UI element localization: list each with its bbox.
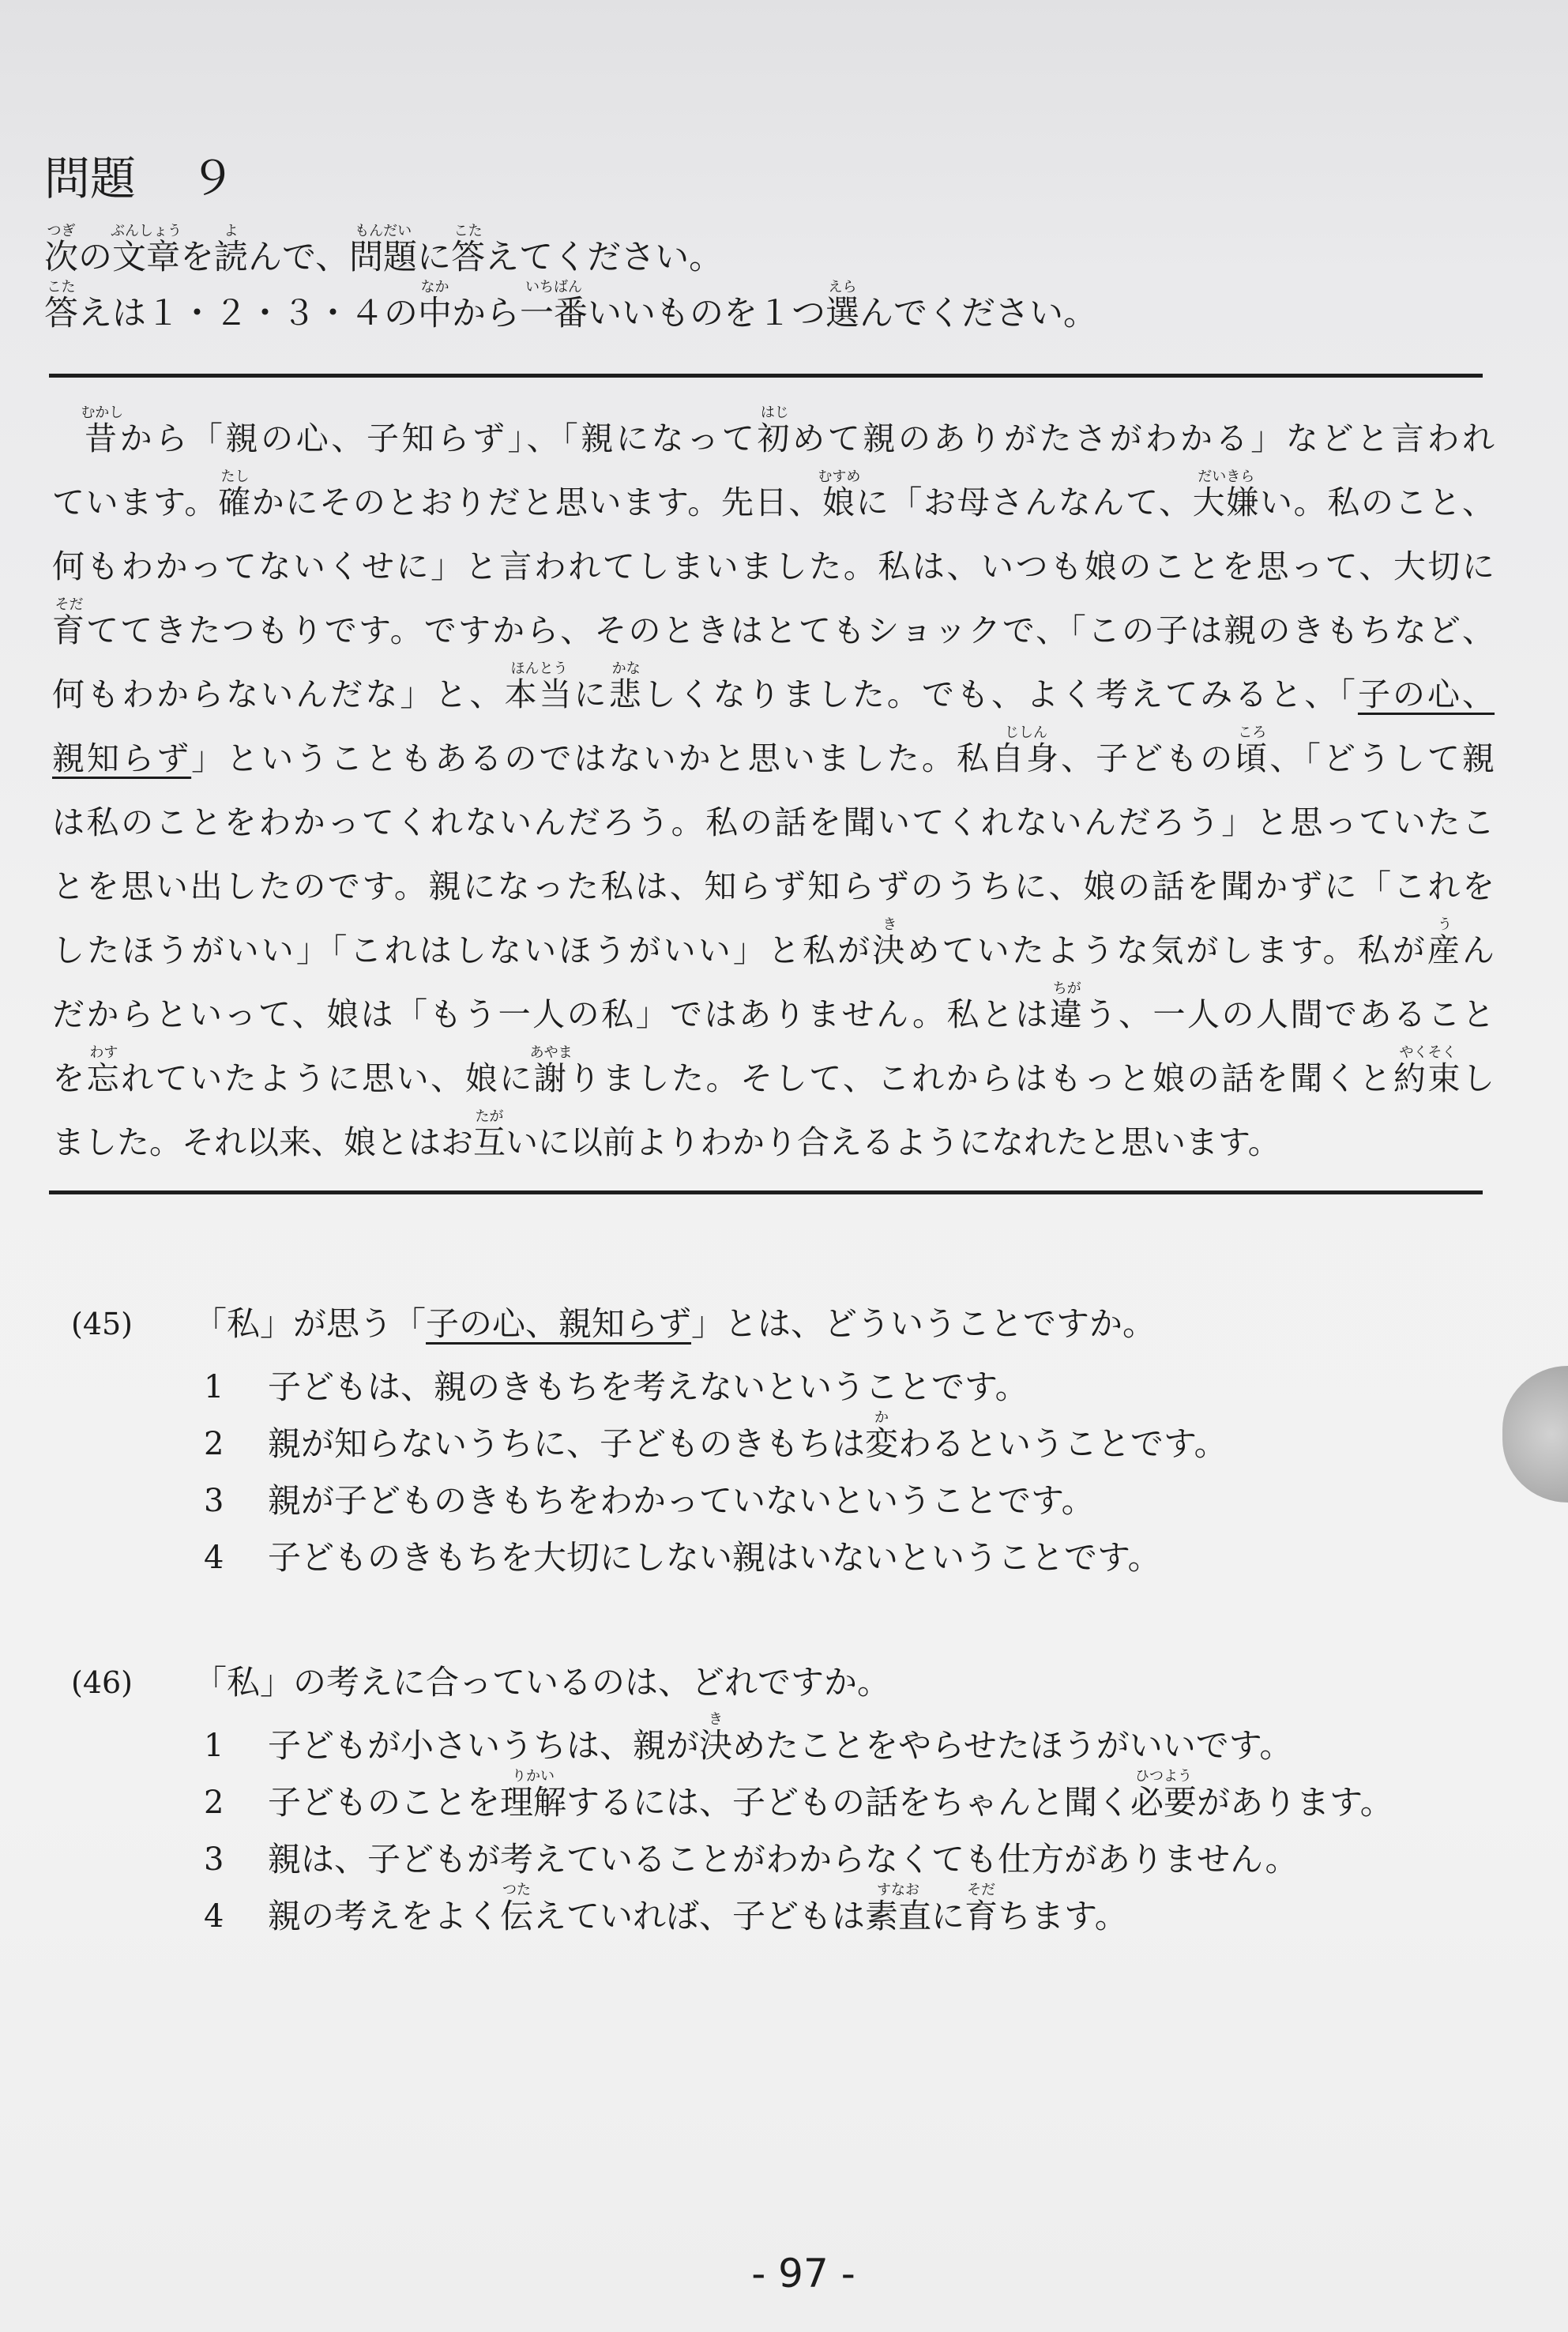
text-run: から (452, 294, 520, 333)
furigana-reading: むかし (81, 404, 124, 421)
furigana-reading: すなお (877, 1882, 920, 1898)
question-stem (194, 1296, 1156, 1352)
furigana-reading: こた (453, 223, 483, 239)
furigana-base: 本当 (504, 675, 574, 713)
furigana-word (865, 1882, 932, 1935)
passage-line (52, 596, 1495, 663)
text-run: に「お母さんなんて、 (855, 483, 1193, 521)
passage-line (52, 404, 1495, 471)
furigana-word (1192, 468, 1260, 521)
text-run: を (52, 1059, 87, 1097)
furigana-base: 次 (44, 238, 78, 277)
furigana-word (520, 279, 588, 333)
furigana-word (451, 223, 486, 277)
text-run: んでください。 (859, 294, 1097, 333)
furigana-base: 問題 (349, 238, 418, 277)
passage-line (52, 855, 1495, 919)
furigana-reading: そだ (55, 596, 84, 613)
text-run: に (417, 238, 452, 277)
instructions (44, 223, 1482, 342)
option-text (268, 1882, 1128, 1945)
question-number: (46) (71, 1665, 133, 1700)
furigana-base: 文章 (112, 238, 180, 277)
furigana-base: 読 (214, 238, 248, 277)
furigana-reading: ころ (1238, 724, 1267, 741)
furigana-word (1393, 1044, 1463, 1097)
furigana-reading: き (882, 916, 897, 933)
furigana-word (81, 404, 124, 457)
option-text (268, 1711, 1293, 1774)
furigana-base: 互 (473, 1123, 506, 1161)
furigana-reading: う (1437, 916, 1452, 933)
text-run: い。私のこと、 (1259, 483, 1495, 521)
passage-line (52, 1044, 1495, 1111)
furigana-reading: そだ (967, 1882, 996, 1898)
furigana-base: 選 (825, 294, 859, 333)
furigana-reading: だいきら (1198, 468, 1255, 485)
furigana-base: 自身 (991, 739, 1062, 777)
furigana-reading: き (709, 1711, 724, 1728)
passage-line (52, 916, 1495, 983)
option-text (268, 1831, 1299, 1888)
option-number: 4 (204, 1898, 224, 1935)
text-run: えは１・２・３・４の (78, 294, 418, 333)
reading-passage (52, 404, 1495, 1175)
option-number: 2 (204, 1785, 224, 1821)
furigana-base: 必要 (1130, 1783, 1198, 1822)
furigana-reading: つた (502, 1882, 532, 1898)
text-run: から「親の心、子知らず」、「親になって (119, 419, 758, 457)
furigana-reading: はじ (760, 404, 789, 421)
furigana-reading: かな (611, 660, 641, 677)
passage-line (52, 791, 1495, 855)
furigana-word (349, 223, 418, 277)
furigana-base: 一番 (520, 294, 588, 333)
answer-option (0, 1359, 1568, 1416)
answer-option (0, 1529, 1568, 1586)
passage-line (52, 1108, 1495, 1175)
furigana-reading: やくそく (1399, 1044, 1457, 1061)
furigana-word (872, 916, 908, 969)
text-run: 」ということもあるのではないかと思いました。私 (191, 739, 991, 777)
text-run: んで、 (248, 238, 350, 277)
furigana-base: 悲 (608, 675, 644, 713)
text-run: し (1462, 1059, 1495, 1097)
furigana-reading: いちばん (525, 279, 582, 295)
furigana-word (964, 1882, 998, 1935)
furigana-word (865, 1409, 899, 1463)
text-run: とを思い出したのです。親になった私は、知らず知らずのうちに、娘の話を聞かずに「これを (52, 867, 1495, 905)
text-run: ちます。 (998, 1897, 1128, 1935)
text-run: えていれば、子どもは (533, 1897, 866, 1935)
text-run: 、子どもの (1061, 739, 1235, 777)
text-run: の (78, 238, 112, 277)
problem-heading-label: 問題 (44, 152, 137, 205)
furigana-base: 決 (699, 1726, 733, 1765)
furigana-reading: ぶんしょう (111, 223, 182, 239)
furigana-base: 決 (872, 931, 908, 969)
furigana-base: 頃 (1235, 739, 1270, 777)
furigana-word (1427, 916, 1463, 969)
furigana-word (44, 223, 78, 277)
text-run: は私のことをわかってくれないんだろう。私の話を聞いてくれないんだろう」と思っていたこ (52, 803, 1495, 841)
furigana-word (991, 724, 1062, 777)
question-block (0, 1296, 1568, 1596)
text-run: めていたような気がします。私が (907, 931, 1427, 969)
furigana-word (529, 1044, 573, 1097)
furigana-word (111, 223, 182, 277)
furigana-base: 育 (964, 1897, 998, 1935)
text-run: う、一人の人間であること (1084, 995, 1495, 1033)
furigana-word (1130, 1768, 1198, 1822)
furigana-base: 娘 (822, 483, 856, 521)
text-run: 何もわからないんだな」と、 (52, 675, 505, 713)
text-run: しくなりました。でも、よく考えてみると、「 (643, 675, 1358, 713)
furigana-reading: たが (475, 1108, 504, 1125)
answer-option (0, 1409, 1568, 1473)
option-number: 4 (204, 1540, 224, 1576)
furigana-word (699, 1711, 733, 1765)
furigana-word (86, 1044, 122, 1097)
furigana-reading: じしん (1005, 724, 1048, 741)
answer-option (0, 1768, 1568, 1831)
furigana-reading: むすめ (818, 468, 861, 485)
furigana-reading: つぎ (47, 223, 76, 239)
option-number: 2 (204, 1426, 224, 1462)
furigana-word (818, 468, 861, 521)
text-run: 子どもは、親のきもちを考えないということです。 (268, 1367, 1028, 1406)
furigana-word (418, 279, 452, 333)
furigana-base: 忘 (86, 1059, 122, 1097)
text-run: れていたように思い、娘に (121, 1059, 534, 1097)
furigana-reading: なか (420, 279, 449, 295)
text-run: するには、子どもの話をちゃんと聞く (566, 1783, 1131, 1822)
text-run: めたことをやらせたほうがいいです。 (732, 1726, 1293, 1765)
underlined-text: 親知らず (52, 739, 192, 777)
passage-line (52, 535, 1495, 599)
text-run: ててきたつもりです。ですから、そのときはとてもショックで、「この子は親のきもちなど、 (86, 611, 1495, 649)
divider-bottom (49, 1190, 1483, 1194)
text-run: 「私」の考えに合っているのは、どれですか。 (194, 1663, 891, 1702)
furigana-reading: あやま (529, 1044, 573, 1061)
furigana-base: 確 (218, 483, 252, 521)
text-run: いいものを１つ (588, 294, 825, 333)
furigana-base: 産 (1427, 931, 1463, 969)
passage-line (52, 980, 1495, 1047)
furigana-word (608, 660, 644, 713)
text-run: ています。 (52, 483, 219, 521)
furigana-reading: わす (89, 1044, 118, 1061)
furigana-word (504, 660, 574, 713)
passage-line (52, 724, 1495, 791)
text-run: 親が子どものきもちをわかっていないということです。 (268, 1481, 1095, 1520)
option-text (268, 1529, 1161, 1586)
furigana-base: 約束 (1393, 1059, 1463, 1097)
option-text (268, 1473, 1095, 1529)
furigana-base: 違 (1050, 995, 1085, 1033)
divider-top (49, 374, 1483, 378)
text-run: 何もわかってないくせに」と言われてしまいました。私は、いつも娘のことを思って、大切に (52, 547, 1495, 585)
answer-option (0, 1882, 1568, 1945)
furigana-word (44, 279, 78, 333)
text-run: めて親のありがたさがわかる」などと言われ (792, 419, 1495, 457)
text-run: だからといって、娘は「もう一人の私」ではありません。私とは (52, 995, 1051, 1033)
text-run: があります。 (1197, 1783, 1393, 1822)
option-text (268, 1359, 1028, 1416)
underlined-text: 子の心、親知らず (426, 1304, 692, 1343)
problem-heading (44, 151, 235, 206)
passage-line (52, 660, 1495, 727)
furigana-base: 理解 (500, 1783, 567, 1822)
furigana-base: 育 (52, 611, 87, 649)
answer-option (0, 1711, 1568, 1774)
furigana-reading: ひつよう (1135, 1768, 1193, 1785)
furigana-reading: ほんとう (510, 660, 568, 677)
option-number: 3 (204, 1841, 224, 1878)
instruction-line (44, 223, 1482, 286)
furigana-base: 答 (44, 294, 78, 333)
text-run: りました。そして、これからはもっと娘の話を聞くと (568, 1059, 1393, 1097)
text-run: に (931, 1897, 965, 1935)
furigana-reading: か (874, 1409, 889, 1426)
question-stem (194, 1654, 890, 1711)
text-run: に (573, 675, 609, 713)
furigana-base: 伝 (500, 1897, 534, 1935)
furigana-word (218, 468, 252, 521)
text-run: いに以前よりわかり合えるようになれたと思います。 (506, 1123, 1280, 1161)
question-block (0, 1654, 1568, 1954)
furigana-word (757, 404, 793, 457)
instruction-line (44, 279, 1482, 342)
furigana-word (1050, 980, 1085, 1033)
text-run: ん (1462, 931, 1495, 969)
furigana-base: 答 (451, 238, 486, 277)
text-run: えてください。 (485, 238, 724, 277)
option-text (268, 1768, 1393, 1831)
option-number: 3 (204, 1483, 224, 1519)
option-number: 1 (204, 1369, 224, 1405)
furigana-base: 謝 (533, 1059, 569, 1097)
answer-option (0, 1831, 1568, 1888)
question-number: (45) (71, 1307, 133, 1341)
furigana-base: 中 (418, 294, 452, 333)
page-number: - 97 - (751, 2251, 855, 2296)
text-run: を (180, 238, 214, 277)
furigana-base: 昔 (85, 419, 120, 457)
furigana-word (473, 1108, 506, 1161)
text-run: 、「どうして親 (1269, 739, 1495, 777)
furigana-word (214, 223, 248, 277)
furigana-reading: ちが (1052, 980, 1081, 997)
furigana-reading: もんだい (355, 223, 412, 239)
text-run: わるということです。 (898, 1424, 1228, 1463)
furigana-reading: えら (828, 279, 857, 295)
question-header (0, 1654, 1568, 1711)
question-header (0, 1296, 1568, 1352)
option-number: 1 (204, 1728, 224, 1764)
furigana-reading: りかい (512, 1768, 555, 1785)
furigana-word (1235, 724, 1270, 777)
text-run: 子どものことを (268, 1783, 501, 1822)
option-text (268, 1409, 1228, 1473)
text-run: かにそのとおりだと思います。先日、 (251, 483, 822, 521)
furigana-reading: たし (220, 468, 250, 485)
text-run: 子どものきもちを大切にしない親はいないということです。 (268, 1538, 1161, 1577)
furigana-base: 初 (757, 419, 793, 457)
furigana-reading: こた (47, 279, 76, 295)
furigana-word (500, 1768, 567, 1822)
furigana-base: 素直 (865, 1897, 932, 1935)
furigana-base: 変 (865, 1424, 899, 1463)
underlined-text: 子の心、 (1357, 675, 1495, 713)
furigana-word (500, 1882, 534, 1935)
passage-line (52, 468, 1495, 535)
text-run: 親の考えをよく (268, 1897, 501, 1935)
text-run: ました。それ以来、娘とはお (52, 1123, 473, 1161)
text-run: 親が知らないうちに、子どものきもちは (268, 1424, 866, 1463)
text-run: 親は、子どもが考えていることがわからなくても仕方がありません。 (268, 1840, 1299, 1879)
text-run: 子どもが小さいうちは、親が (268, 1726, 700, 1765)
furigana-word (825, 279, 859, 333)
text-run: 」とは、どういうことですか。 (691, 1304, 1156, 1343)
text-run: 「私」が思う「 (194, 1304, 427, 1343)
problem-number: ９ (190, 152, 236, 205)
text-run: したほうがいい」「これはしないほうがいい」と私が (52, 931, 873, 969)
answer-option (0, 1473, 1568, 1529)
furigana-word (52, 596, 87, 649)
furigana-reading: よ (224, 223, 239, 239)
furigana-base: 大嫌 (1192, 483, 1260, 521)
